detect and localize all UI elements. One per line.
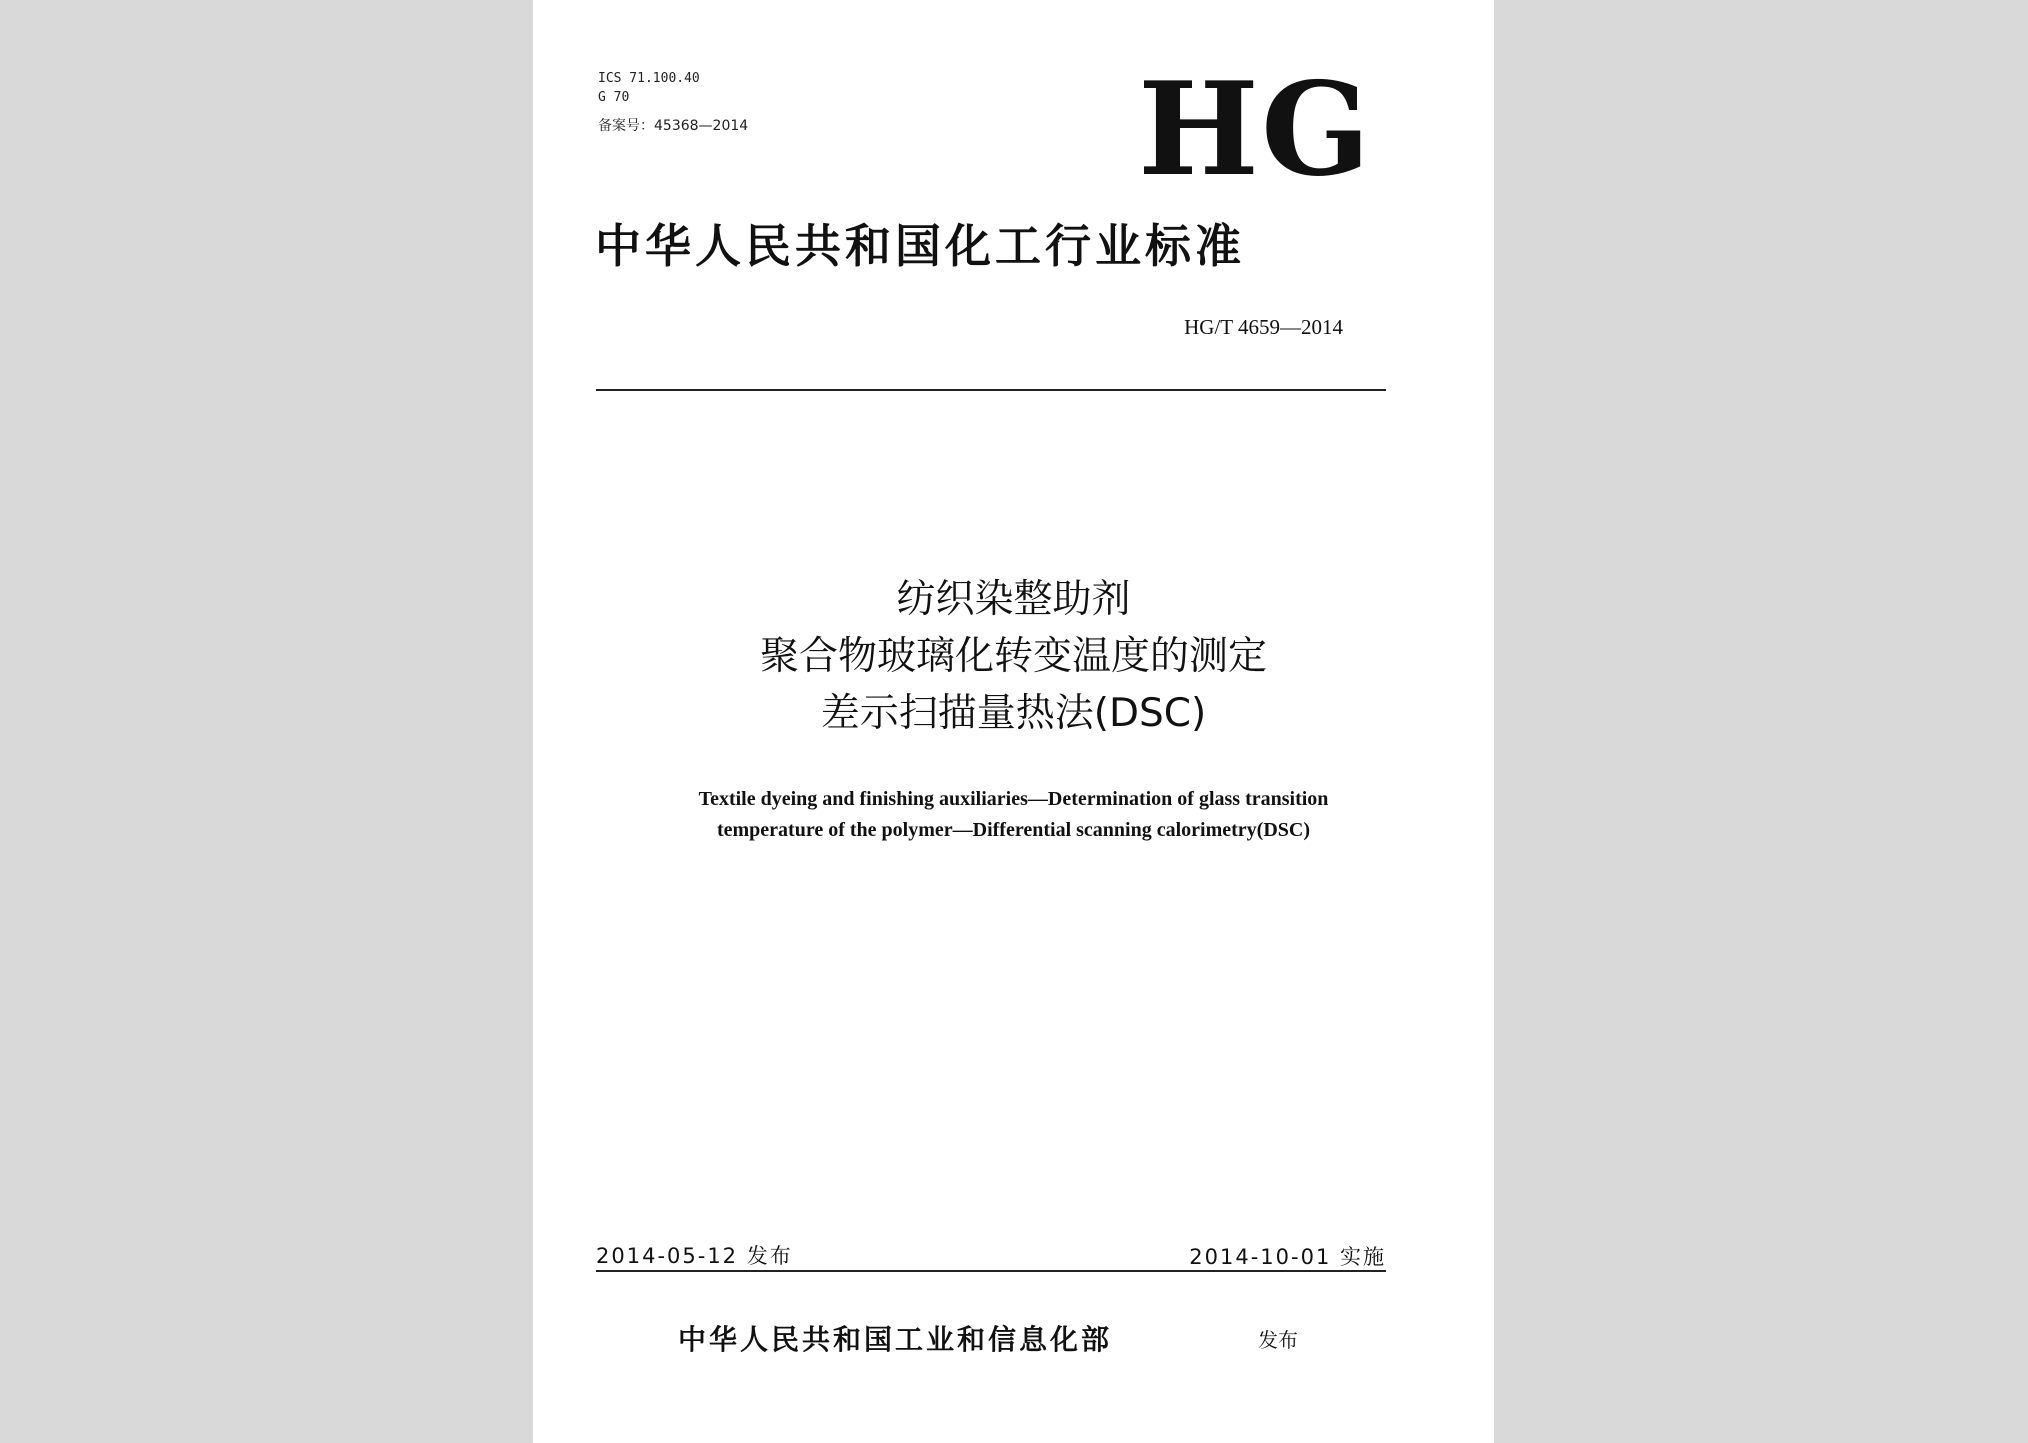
document-page bbox=[533, 0, 1494, 1443]
title-cn-line-1: 纺织染整助剂 bbox=[896, 577, 1131, 622]
publisher-name: 中华人民共和国工业和信息化部 bbox=[678, 1323, 1113, 1356]
top-divider bbox=[596, 389, 1386, 391]
publish-label: 发布 bbox=[1258, 1328, 1298, 1352]
standard-number: HG/T 4659—2014 bbox=[1184, 315, 1343, 339]
title-cn-line-3: 差示扫描量热法(DSC) bbox=[820, 691, 1207, 736]
hg-logo: HG bbox=[1138, 55, 1373, 205]
standard-type-heading: 中华人民共和国化工行业标准 bbox=[595, 219, 1245, 273]
registration-number: 备案号：45368—2014 bbox=[598, 118, 749, 134]
bottom-divider bbox=[596, 1270, 1386, 1272]
ccs-code: G 70 bbox=[598, 90, 630, 105]
ics-code: ICS 71.100.40 bbox=[598, 71, 700, 86]
title-cn-line-2: 聚合物玻璃化转变温度的测定 bbox=[759, 634, 1267, 679]
implementation-date: 2014-10-01 实施 bbox=[1189, 1245, 1386, 1269]
issue-date: 2014-05-12 发布 bbox=[596, 1244, 793, 1268]
title-en-line-1: Textile dyeing and finishing auxiliaries—Determination of glass transition bbox=[698, 788, 1329, 810]
title-en-line-2: temperature of the polymer—Differential scanning calorimetry(DSC) bbox=[716, 819, 1310, 841]
